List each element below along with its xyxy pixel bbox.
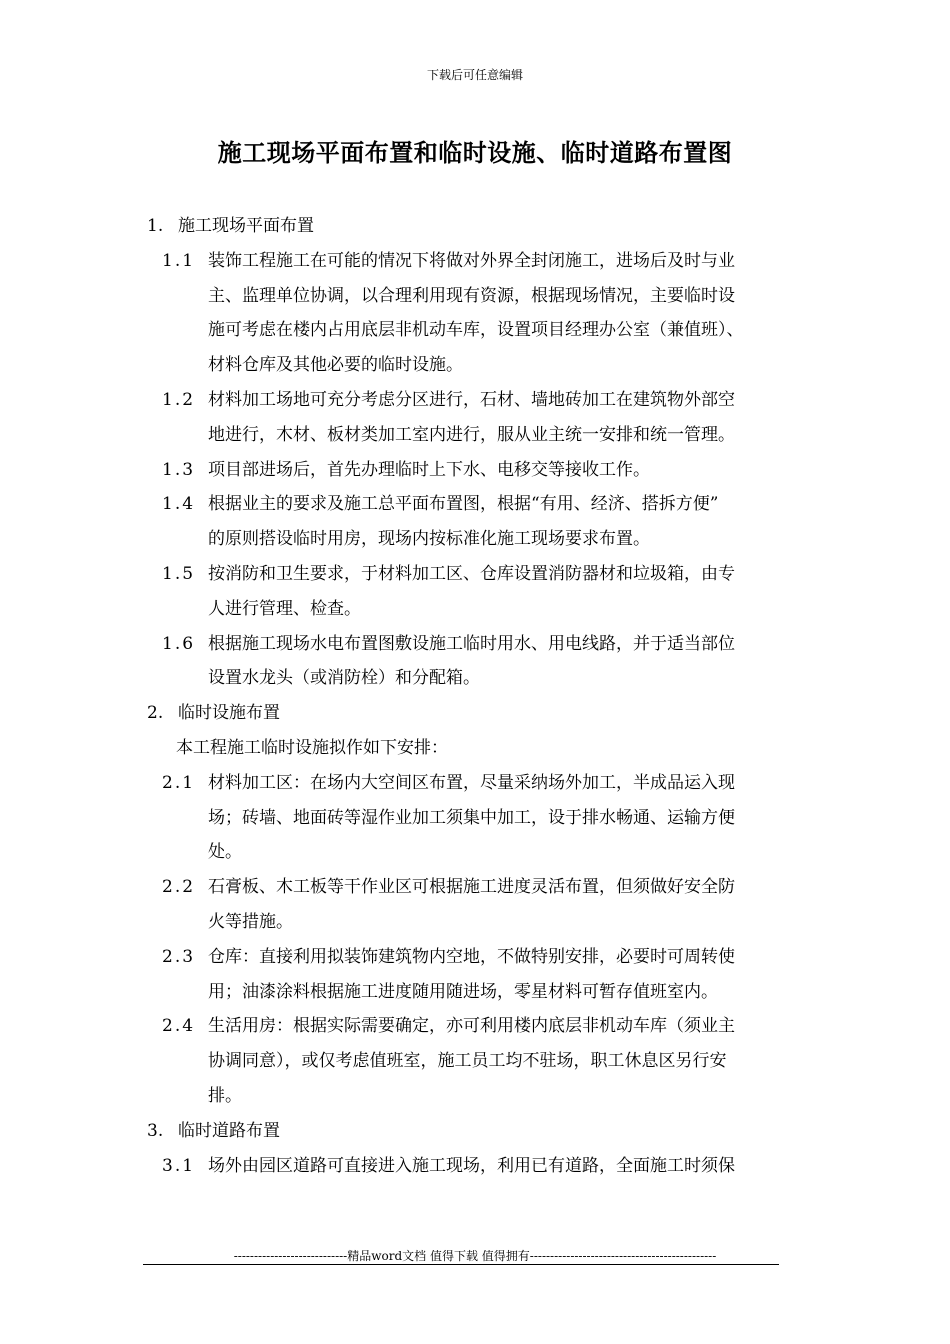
subsection-text: 石膏板、木工板等干作业区可根据施工进度灵活布置，但须做好安全防 xyxy=(208,877,735,898)
subsection-text: 场外由园区道路可直接进入施工现场，利用已有道路，全面施工时须保 xyxy=(208,1155,735,1176)
section-number: 2. xyxy=(147,703,164,724)
subsection-number: 1.6 xyxy=(162,633,196,654)
subsection-text: 根据施工现场水电布置图敷设施工临时用水、用电线路，并于适当部位 xyxy=(208,633,735,654)
subsection-number: 2.1 xyxy=(162,772,196,793)
document-title: 施工现场平面布置和临时设施、临时道路布置图 xyxy=(217,138,733,167)
section-number: 1. xyxy=(147,216,164,236)
continuation-text: 施可考虑在楼内占用底层非机动车库，设置项目经理办公室（兼值班）、 xyxy=(208,320,744,341)
subsection-text: 按消防和卫生要求，于材料加工区、仓库设置消防器材和垃圾箱，由专 xyxy=(208,564,735,584)
subsection-number: 1.3 xyxy=(162,459,196,480)
subsection-text: 生活用房：根据实际需要确定，亦可利用楼内底层非机动车库（须业主 xyxy=(208,1016,735,1037)
subsection-number: 1.1 xyxy=(162,250,196,271)
subsection-text: 材料加工场地可充分考虑分区进行，石材、墙地砖加工在建筑物外部空 xyxy=(208,390,735,410)
continuation-text: 火等措施。 xyxy=(208,912,293,932)
continuation-text: 的原则搭设临时用房，现场内按标准化施工现场要求布置。 xyxy=(208,529,650,550)
header-note: 下载后可任意编辑 xyxy=(426,68,523,82)
continuation-text: 主、监理单位协调，以合理利用现有资源，根据现场情况，主要临时设 xyxy=(208,285,735,306)
footer-text: ----------------------------精品word文档 值得下载 值得拥有---------------------------------------------- xyxy=(233,1249,717,1263)
continuation-text: 用；油漆涂料根据施工进度随用随进场，零星材料可暂存值班室内。 xyxy=(208,981,718,1002)
subsection-number: 2.4 xyxy=(162,1016,196,1037)
footer-rule xyxy=(143,1264,779,1265)
section-number: 3. xyxy=(147,1120,164,1141)
continuation-text: 场；砖墙、地面砖等湿作业加工须集中加工，设于排水畅通、运输方便 xyxy=(208,807,735,828)
subsection-number: 1.4 xyxy=(162,494,196,515)
subsection-text: 材料加工区：在场内大空间区布置，尽量采纳场外加工，半成品运入现 xyxy=(208,772,735,793)
continuation-text: 设置水龙头（或消防栓）和分配箱。 xyxy=(208,668,480,689)
section-title: 临时设施布置 xyxy=(178,703,280,724)
subsection-number: 3.1 xyxy=(162,1155,196,1176)
subsection-text: 仓库：直接利用拟装饰建筑物内空地，不做特别安排，必要时可周转使 xyxy=(208,946,735,967)
subsection-text: 根据业主的要求及施工总平面布置图，根据“有用、经济、搭拆方便” xyxy=(208,494,719,515)
intro-text: 本工程施工临时设施拟作如下安排： xyxy=(176,738,448,758)
subsection-number: 1.2 xyxy=(162,390,196,410)
continuation-text: 排。 xyxy=(208,1086,242,1106)
section-title: 临时道路布置 xyxy=(178,1120,280,1141)
continuation-text: 处。 xyxy=(208,842,242,863)
subsection-text: 项目部进场后，首先办理临时上下水、电移交等接收工作。 xyxy=(208,459,650,480)
subsection-number: 1.5 xyxy=(162,564,196,584)
section-title: 施工现场平面布置 xyxy=(178,216,314,236)
subsection-number: 2.2 xyxy=(162,877,196,898)
subsection-number: 2.3 xyxy=(162,946,196,967)
continuation-text: 地进行，木材、板材类加工室内进行，服从业主统一安排和统一管理。 xyxy=(208,424,735,445)
continuation-text: 材料仓库及其他必要的临时设施。 xyxy=(208,355,463,376)
continuation-text: 人进行管理、检查。 xyxy=(208,598,361,619)
continuation-text: 协调同意），或仅考虑值班室，施工员工均不驻场，职工休息区另行安 xyxy=(208,1051,727,1072)
subsection-text: 装饰工程施工在可能的情况下将做对外界全封闭施工，进场后及时与业 xyxy=(208,250,735,271)
